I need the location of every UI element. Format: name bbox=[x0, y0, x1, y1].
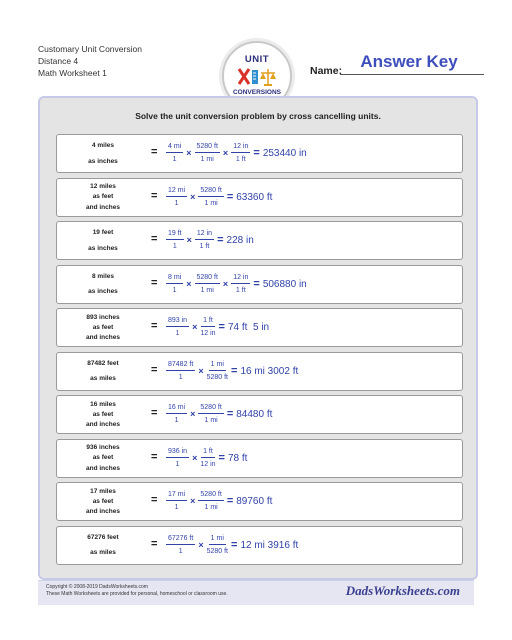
fraction bbox=[166, 447, 189, 469]
prompt-line: 67276 feet bbox=[87, 533, 119, 541]
multiply-sign: × bbox=[198, 539, 204, 550]
equals-sign: = bbox=[151, 276, 158, 289]
problem-row bbox=[56, 134, 463, 173]
fraction-numerator: 5280 ft bbox=[195, 142, 220, 153]
problem-solution bbox=[165, 486, 272, 516]
fraction-denominator: 1 bbox=[175, 460, 180, 468]
prompt-line: as inches bbox=[88, 244, 118, 252]
fraction-denominator: 1 bbox=[172, 156, 177, 163]
multiply-sign: × bbox=[192, 322, 198, 332]
answer-value: 63360 ft bbox=[236, 191, 273, 203]
fraction bbox=[231, 142, 250, 164]
fraction bbox=[166, 142, 183, 164]
multiply-sign: × bbox=[190, 496, 196, 506]
fraction-numerator: 1 ft bbox=[201, 316, 215, 327]
fraction-denominator: 1 mi bbox=[200, 286, 214, 294]
fraction-numerator: 12 in bbox=[231, 142, 250, 153]
fraction bbox=[166, 360, 195, 382]
fraction bbox=[166, 403, 187, 425]
problem-row bbox=[56, 221, 463, 260]
problem-solution bbox=[165, 530, 298, 560]
answer-value: 78 ft bbox=[227, 452, 248, 464]
fraction-numerator: 1 ft bbox=[201, 447, 215, 458]
fraction-denominator: 1 bbox=[175, 330, 180, 337]
problem-row bbox=[56, 265, 463, 304]
multiply-sign: × bbox=[186, 235, 192, 245]
equals-sign: = bbox=[151, 494, 158, 506]
fraction bbox=[166, 229, 184, 251]
equals-sign: = bbox=[151, 363, 158, 376]
fraction-denominator: 1 mi bbox=[204, 199, 218, 207]
fraction-numerator: 8 mi bbox=[166, 273, 183, 284]
problem-solution bbox=[165, 399, 272, 429]
problem-row bbox=[56, 526, 463, 565]
fraction-denominator: 1 ft bbox=[199, 243, 210, 250]
multiply-sign: × bbox=[222, 278, 229, 289]
copyright-text bbox=[46, 584, 228, 598]
prompt-line: 936 inches bbox=[86, 444, 120, 452]
name-field-line[interactable] bbox=[340, 74, 484, 75]
fraction-numerator: 87482 ft bbox=[166, 360, 195, 371]
multiply-sign: × bbox=[192, 452, 198, 463]
problem-answer bbox=[231, 539, 298, 551]
answer-equals-sign: = bbox=[231, 538, 238, 551]
prompt-line: 893 inches bbox=[86, 313, 120, 321]
prompt-line: as inches bbox=[88, 157, 118, 165]
fraction bbox=[200, 316, 215, 338]
fraction-denominator: 5280 ft bbox=[206, 547, 228, 555]
prompt-line: 87482 feet bbox=[87, 359, 119, 367]
problem-solution bbox=[165, 182, 272, 212]
worksheet-subtitle: Distance 4 bbox=[38, 56, 79, 66]
fraction-numerator: 936 in bbox=[166, 447, 189, 458]
worksheet-title: Customary Unit Conversion bbox=[38, 44, 142, 54]
multiply-sign: × bbox=[198, 365, 204, 376]
fraction-denominator: 5280 ft bbox=[206, 373, 228, 381]
problem-solution bbox=[165, 312, 269, 342]
answer-equals-sign: = bbox=[226, 495, 234, 507]
problem-solution bbox=[165, 138, 307, 168]
fraction-denominator: 1 bbox=[178, 373, 183, 381]
problems-panel bbox=[38, 96, 478, 580]
prompt-line: as feet bbox=[92, 323, 114, 331]
fraction-denominator: 1 bbox=[174, 504, 179, 511]
multiply-sign: × bbox=[222, 148, 229, 158]
fraction bbox=[166, 186, 187, 208]
multiply-sign: × bbox=[190, 409, 196, 419]
fraction-numerator: 1 mi bbox=[209, 534, 226, 545]
problem-prompt bbox=[67, 135, 139, 172]
problem-prompt bbox=[67, 396, 139, 433]
answer-equals-sign: = bbox=[226, 408, 234, 420]
problem-answer bbox=[217, 234, 254, 246]
fraction-denominator: 1 bbox=[178, 547, 183, 555]
prompt-line: 4 miles bbox=[91, 142, 115, 150]
answer-value: 89760 ft bbox=[236, 496, 273, 507]
problem-answer bbox=[253, 278, 306, 290]
fraction-denominator: 12 in bbox=[200, 460, 216, 468]
prompt-line: as feet bbox=[92, 497, 114, 505]
prompt-line: 12 miles bbox=[90, 183, 116, 191]
answer-value: 84480 ft bbox=[236, 409, 273, 420]
copyright-line: Copyright © 2008-2019 DadsWorksheets.com bbox=[46, 584, 148, 590]
brand-logo[interactable]: DadsWorksheets.com bbox=[345, 583, 460, 598]
answer-value: 74 ft 5 in bbox=[227, 322, 270, 333]
answer-equals-sign: = bbox=[217, 234, 224, 246]
problem-answer bbox=[227, 495, 273, 507]
fraction bbox=[195, 142, 220, 164]
answer-key-heading: Answer Key bbox=[360, 52, 458, 71]
prompt-line: and inches bbox=[86, 203, 120, 211]
prompt-line: and inches bbox=[86, 421, 120, 429]
equals-sign: = bbox=[151, 407, 158, 419]
fraction bbox=[231, 273, 250, 295]
problem-prompt bbox=[67, 353, 139, 390]
fraction-denominator: 1 bbox=[174, 199, 179, 207]
problem-solution bbox=[165, 356, 298, 386]
fraction bbox=[198, 186, 223, 208]
fraction bbox=[198, 403, 223, 425]
prompt-line: 17 miles bbox=[90, 487, 116, 495]
equals-sign: = bbox=[151, 320, 158, 332]
fraction-numerator: 1 mi bbox=[209, 360, 226, 371]
problem-answer bbox=[219, 321, 270, 333]
answer-equals-sign: = bbox=[253, 277, 260, 290]
prompt-line: as feet bbox=[92, 410, 114, 418]
prompt-line: and inches bbox=[86, 464, 120, 472]
fraction-numerator: 5280 ft bbox=[195, 273, 220, 284]
worksheet-number: Math Worksheet 1 bbox=[38, 68, 107, 78]
worksheet-header bbox=[38, 43, 142, 79]
equals-sign: = bbox=[151, 146, 158, 158]
answer-equals-sign: = bbox=[231, 364, 238, 377]
multiply-sign: × bbox=[186, 148, 192, 158]
fraction-denominator: 1 bbox=[172, 286, 177, 294]
fraction bbox=[166, 273, 183, 295]
fraction-numerator: 4 mi bbox=[166, 142, 183, 153]
problem-prompt bbox=[67, 440, 139, 477]
fraction bbox=[166, 316, 189, 338]
answer-value: 12 mi 3916 ft bbox=[240, 539, 299, 551]
logo-top-text: UNIT bbox=[244, 54, 270, 65]
answer-value: 228 in bbox=[226, 235, 254, 246]
problem-answer bbox=[231, 365, 298, 377]
answer-value: 253440 in bbox=[262, 148, 307, 159]
problem-prompt bbox=[67, 266, 139, 303]
answer-value: 506880 in bbox=[262, 278, 307, 290]
fraction-numerator: 17 mi bbox=[166, 490, 187, 501]
equals-sign: = bbox=[151, 537, 158, 550]
prompt-line: 19 feet bbox=[92, 229, 114, 237]
fraction bbox=[207, 360, 228, 382]
fraction-numerator: 5280 ft bbox=[198, 490, 223, 501]
fraction bbox=[207, 534, 228, 556]
problem-answer bbox=[253, 147, 306, 159]
prompt-line: 16 miles bbox=[90, 400, 116, 408]
problem-row bbox=[56, 352, 463, 391]
fraction-numerator: 5280 ft bbox=[198, 403, 223, 414]
problem-prompt bbox=[67, 179, 139, 216]
prompt-line: as feet bbox=[92, 193, 114, 201]
problem-row bbox=[56, 308, 463, 347]
equals-sign: = bbox=[151, 233, 158, 245]
fraction-denominator: 1 bbox=[174, 417, 179, 424]
fraction-denominator: 1 ft bbox=[235, 286, 246, 294]
problem-prompt bbox=[67, 222, 139, 259]
multiply-sign: × bbox=[190, 191, 196, 202]
fraction-numerator: 19 ft bbox=[166, 229, 184, 240]
logo-bottom-text: CONVERSIONS bbox=[232, 89, 282, 96]
problem-solution bbox=[165, 443, 247, 473]
problem-answer bbox=[227, 408, 273, 420]
fraction-numerator: 5280 ft bbox=[198, 186, 223, 197]
fraction bbox=[166, 490, 187, 512]
prompt-line: as miles bbox=[90, 375, 116, 383]
fraction-numerator: 12 in bbox=[231, 273, 250, 284]
prompt-line: 8 miles bbox=[91, 272, 115, 280]
prompt-line: as inches bbox=[88, 288, 118, 296]
problem-solution bbox=[165, 225, 254, 255]
name-label: Name: bbox=[310, 65, 343, 77]
problem-row bbox=[56, 395, 463, 434]
prompt-line: as miles bbox=[90, 549, 116, 557]
answer-equals-sign: = bbox=[226, 190, 234, 203]
problem-row bbox=[56, 439, 463, 478]
problem-row bbox=[56, 482, 463, 521]
fraction-denominator: 1 mi bbox=[204, 504, 218, 511]
fraction bbox=[195, 229, 214, 251]
usage-note: These Math Worksheets are provided for personal, homeschool or classroom use. bbox=[46, 591, 228, 597]
answer-equals-sign: = bbox=[218, 451, 225, 464]
instructions: Solve the unit conversion problem by cross cancelling units. bbox=[135, 111, 381, 121]
fraction-numerator: 893 in bbox=[166, 316, 189, 327]
fraction-numerator: 16 mi bbox=[166, 403, 187, 414]
problem-prompt bbox=[67, 483, 139, 520]
answer-equals-sign: = bbox=[253, 147, 260, 159]
fraction-numerator: 12 in bbox=[195, 229, 214, 240]
problem-prompt bbox=[67, 309, 139, 346]
multiply-sign: × bbox=[186, 278, 192, 289]
footer bbox=[38, 580, 474, 605]
problem-row bbox=[56, 178, 463, 217]
fraction-denominator: 1 mi bbox=[204, 417, 218, 424]
ruler-scale-icon bbox=[236, 66, 278, 88]
fraction bbox=[166, 534, 195, 556]
fraction-denominator: 1 bbox=[172, 243, 177, 250]
fraction-numerator: 67276 ft bbox=[166, 534, 195, 545]
answer-equals-sign: = bbox=[218, 321, 225, 333]
prompt-line: and inches bbox=[86, 334, 120, 342]
prompt-line: as feet bbox=[92, 454, 114, 462]
problem-answer bbox=[227, 191, 273, 203]
equals-sign: = bbox=[151, 189, 158, 202]
equals-sign: = bbox=[151, 450, 158, 463]
problem-solution bbox=[165, 269, 307, 299]
fraction bbox=[200, 447, 215, 469]
fraction bbox=[195, 273, 220, 295]
fraction-denominator: 1 ft bbox=[235, 156, 246, 163]
prompt-line: and inches bbox=[86, 508, 120, 516]
fraction-denominator: 12 in bbox=[200, 330, 216, 337]
fraction-numerator: 12 mi bbox=[166, 186, 187, 197]
fraction bbox=[198, 490, 223, 512]
problem-prompt bbox=[67, 527, 139, 564]
answer-value: 16 mi 3002 ft bbox=[240, 365, 299, 377]
problem-answer bbox=[219, 452, 248, 464]
fraction-denominator: 1 mi bbox=[200, 156, 214, 163]
